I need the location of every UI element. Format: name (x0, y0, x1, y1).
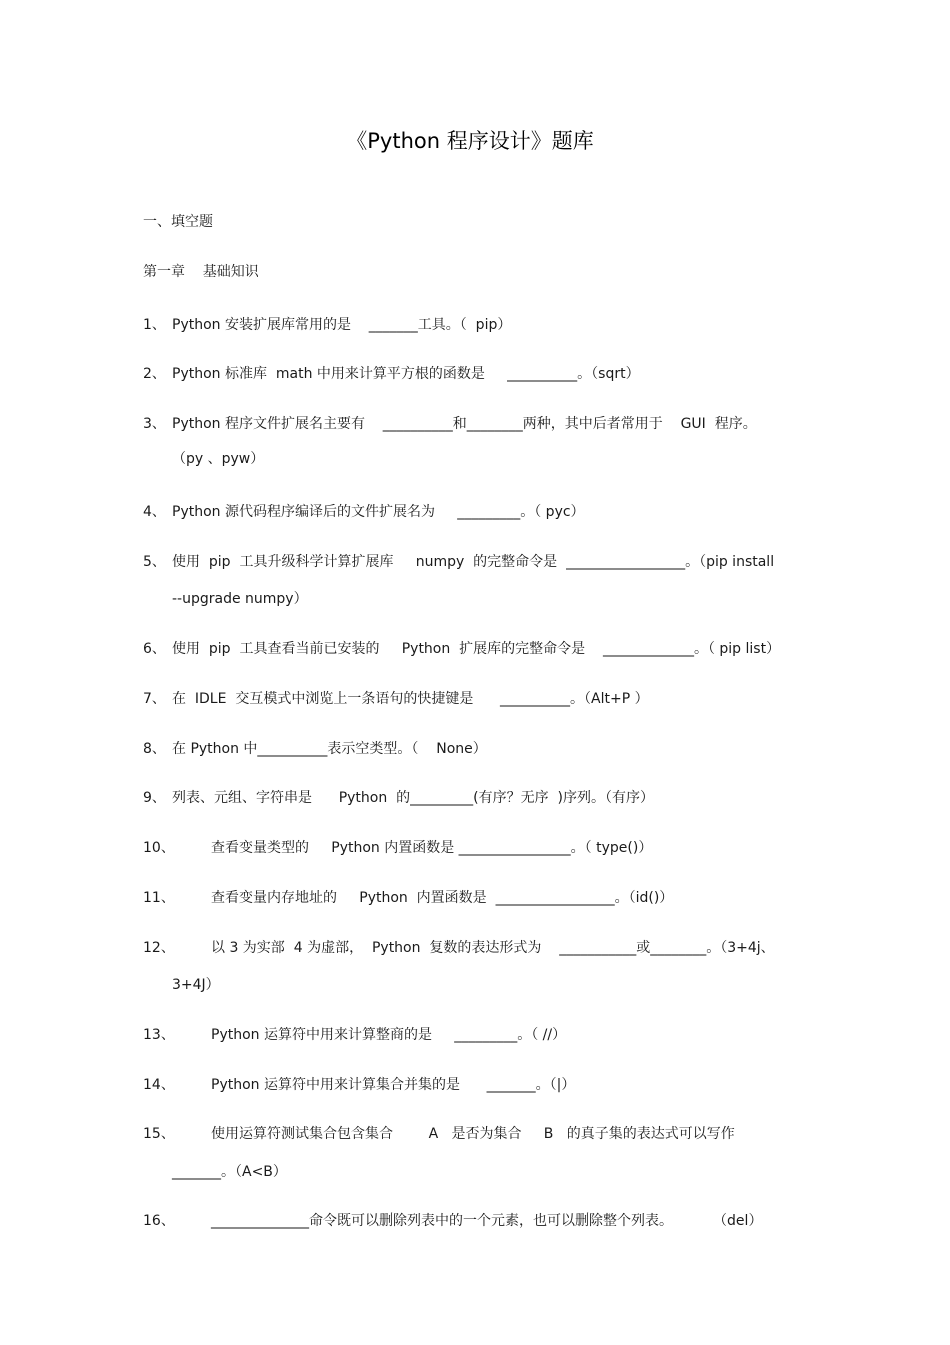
question-15-continuation: _______。（A<B） (172, 1164, 287, 1180)
question-6 (143, 639, 780, 659)
question-text: ______________命令既可以删除列表中的一个元素，也可以删除整个列表。 （del） (211, 1213, 763, 1229)
question-number: 15、 (143, 1126, 175, 1142)
question-text: 使用运算符测试集合包含集合 A 是否为集合 B 的真子集的表达式可以写作 (211, 1126, 735, 1142)
question-3 (143, 414, 757, 434)
document-title: 《Python 程序设计》题库 (346, 129, 594, 153)
question-2 (143, 364, 640, 384)
question-13 (143, 1025, 566, 1045)
question-number: 2、 (143, 366, 166, 382)
question-5 (143, 552, 774, 572)
question-number: 5、 (143, 554, 166, 570)
question-text: Python 源代码程序编译后的文件扩展名为 _________。（ pyc） (172, 504, 585, 520)
question-3-continuation: （py 、pyw） (172, 451, 265, 467)
question-number: 6、 (143, 641, 166, 657)
question-text: Python 标准库 math 中用来计算平方根的函数是 __________。（sqrt） (172, 366, 640, 382)
question-11 (143, 888, 673, 908)
question-text: 查看变量内存地址的 Python 内置函数是 _________________。（id()） (211, 890, 674, 906)
question-9 (143, 788, 654, 808)
question-text: 使用 pip 工具升级科学计算扩展库 numpy 的完整命令是 _________________。（pip install (172, 554, 775, 570)
question-number: 13、 (143, 1027, 175, 1043)
question-1 (143, 315, 511, 335)
question-15 (143, 1124, 735, 1144)
question-10 (143, 838, 652, 858)
question-number: 7、 (143, 691, 166, 707)
question-number: 16、 (143, 1213, 175, 1229)
question-number: 3、 (143, 416, 166, 432)
question-5-continuation: --upgrade numpy） (172, 591, 308, 607)
question-text: 使用 pip 工具查看当前已安装的 Python 扩展库的完整命令是 _____________。（ pip list） (172, 641, 781, 657)
question-number: 14、 (143, 1077, 175, 1093)
question-number: 10、 (143, 840, 175, 856)
question-text: 在 IDLE 交互模式中浏览上一条语句的快捷键是 __________。（Alt+P ） (172, 691, 649, 707)
question-12-continuation: 3+4J） (172, 977, 220, 993)
question-number: 11、 (143, 890, 175, 906)
question-text: 以 3 为实部 4 为虚部， Python 复数的表达形式为 ___________或________。（3+4j、 (211, 940, 775, 956)
question-text: Python 程序文件扩展名主要有 __________和________两种，其中后者常用于 GUI 程序。 (172, 416, 757, 432)
question-text: Python 安装扩展库常用的是 _______工具。（ pip） (172, 317, 512, 333)
question-number: 9、 (143, 790, 166, 806)
question-text: 列表、元组、字符串是 Python 的_________(有序？无序 )序列。（有序） (172, 790, 654, 806)
question-number: 4、 (143, 504, 166, 520)
question-text: 查看变量类型的 Python 内置函数是 ________________。（ type()） (211, 840, 653, 856)
question-16 (143, 1211, 762, 1231)
question-text: Python 运算符中用来计算集合并集的是 _______。（|） (211, 1077, 576, 1093)
question-number: 1、 (143, 317, 166, 333)
question-4 (143, 502, 585, 522)
section-heading: 一、填空题 (143, 214, 213, 230)
question-text: 在 Python 中__________表示空类型。（ None） (172, 741, 487, 757)
question-number: 12、 (143, 940, 175, 956)
question-12 (143, 938, 775, 958)
chapter-heading: 第一章 基础知识 (143, 264, 259, 280)
question-text: Python 运算符中用来计算整商的是 _________。（ //） (211, 1027, 567, 1043)
question-14 (143, 1075, 575, 1095)
question-8 (143, 739, 487, 759)
question-number: 8、 (143, 741, 166, 757)
question-7 (143, 689, 649, 709)
